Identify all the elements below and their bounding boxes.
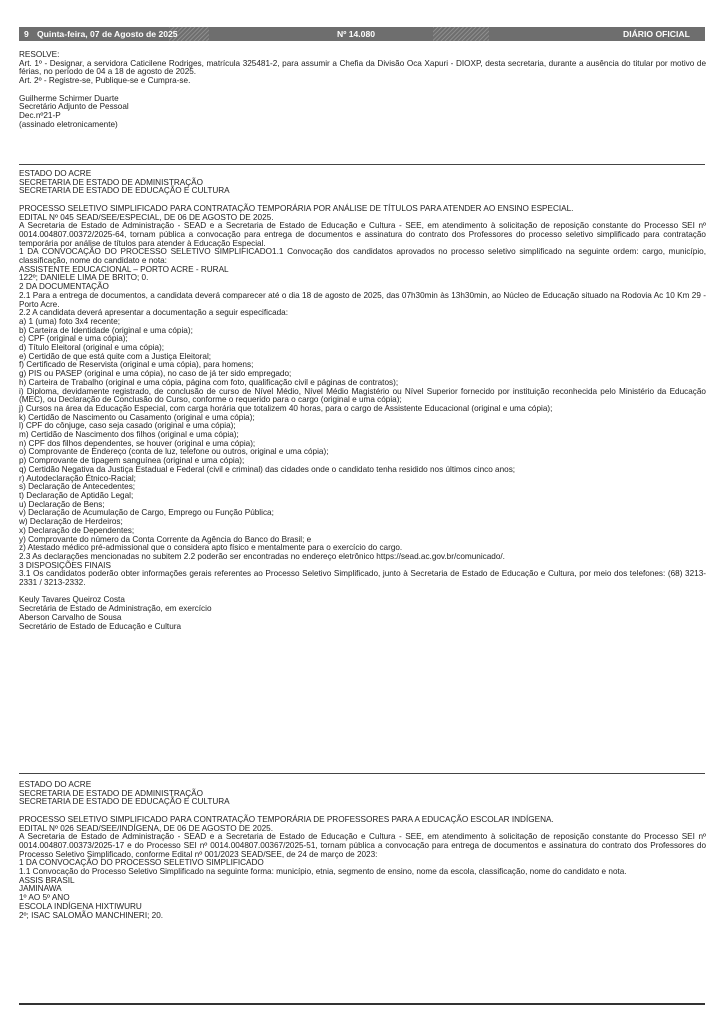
- documentation-heading: 2 DA DOCUMENTAÇÃO: [19, 282, 109, 292]
- edital-045-section: [19, 170, 706, 631]
- position-line: ASSISTENTE EDUCACIONAL – PORTO ACRE - RURAL: [19, 264, 229, 274]
- signer-decree: Dec.nº21-P: [19, 110, 61, 120]
- document-item: y) Comprovante do número da Conta Corrente da Agência do Banco do Brasil; e: [19, 534, 312, 544]
- resolution-section: [19, 51, 706, 129]
- edital-title: PROCESSO SELETIVO SIMPLIFICADO PARA CONTRATAÇÃO TEMPORÁRIA POR ANÁLISE DE TÍTULOS PARA ATENDER AO ENSINO ESPECIAL.: [19, 203, 574, 213]
- signature-note: (assinado eletronicamente): [19, 119, 118, 129]
- document-item: s) Declaração de Antecedentes;: [19, 482, 136, 492]
- convocation-heading: 1 DA CONVOCAÇÃO DO PROCESSO SELETIVO SIMPLIFICADO: [19, 858, 264, 868]
- signer-name: Aberson Carvalho de Sousa: [19, 612, 122, 622]
- article-1: Art. 1º - Designar, a servidora Caticilene Rodriges, matrícula 325481-2, para assumir a Chefia da Divisão Oca Xapuri - DIOXP, desta secretaria, durante a ausência do titular por motivo de férias, no período de 04 a 18 de agosto de 2025.: [19, 58, 706, 77]
- final-provisions-heading: 3 DISPOSIÇÕES FINAIS: [19, 560, 111, 570]
- document-item: x) Declaração de Dependentes;: [19, 525, 135, 535]
- edital-intro: A Secretaria de Estado de Administração - SEAD e a Secretaria de Estado de Educação e Cultura - SEE, em atendimento à solicitação de reposição constante do Processo SEI nº 0014.004807.00372/2025-64, tornam pública a convocação para entrega de documentos e assinatura do contrato dos Professores do processo seletivo simplificado para contratação temporária por análise de títulos para atender à Educação Especial.: [19, 221, 706, 248]
- document-item: i) Diploma, devidamente registrado, de conclusão de curso de Nível Médio, Nível Médio Magistério ou Nível Superior fornecido por instituição reconhecida pelo Ministério da Educação (MEC), ou Declaração de Conclusão do Curso, conforme o requerido para o cargo (original e uma cópia);: [19, 386, 706, 405]
- document-item: e) Certidão de que está quite com a Justiça Eleitoral;: [19, 351, 212, 361]
- document-item: n) CPF dos filhos dependentes, se houver (original e uma cópia);: [19, 438, 256, 448]
- edital-title: PROCESSO SELETIVO SIMPLIFICADO PARA CONTRATAÇÃO TEMPORÁRIA DE PROFESSORES PARA A EDUCAÇÃO ESCOLAR INDÍGENA.: [19, 814, 554, 824]
- publication-title: DIÁRIO OFICIAL: [623, 29, 690, 39]
- document-item: m) Certidão de Nascimento dos filhos (original e uma cópia);: [19, 430, 239, 440]
- page-header: [19, 27, 705, 41]
- clause-1-1: 1.1 Convocação do Processo Seletivo Simplificado na seguinte forma: município, etnia, segmento de ensino, nome da escola, classificação, nome do candidato e nota.: [19, 867, 627, 877]
- section-divider: [19, 164, 705, 165]
- article-2: Art. 2º - Registre-se, Publique-se e Cumpra-se.: [19, 76, 191, 86]
- issue-number: Nº 14.080: [337, 29, 376, 39]
- edital-number: EDITAL Nº 026 SEAD/SEE/INDÍGENA, DE 06 DE AGOSTO DE 2025.: [19, 823, 274, 833]
- state-heading: ESTADO DO ACRE: [19, 169, 92, 178]
- agency-heading: SECRETARIA DE ESTADO DE EDUCAÇÃO E CULTURA: [19, 797, 230, 807]
- agency-heading: SECRETARIA DE ESTADO DE ADMINISTRAÇÃO: [19, 788, 203, 798]
- section-divider: [19, 773, 705, 774]
- document-item: q) Certidão Negativa da Justiça Estadual e Federal (civil e criminal) das cidades onde o candidato tenha residido nos últimos cinco anos;: [19, 464, 516, 474]
- resolve-heading: RESOLVE:: [19, 50, 60, 59]
- signer-title: Secretária de Estado de Administração, em exercício: [19, 604, 212, 614]
- signer-name: Guilherme Schirmer Duarte: [19, 93, 119, 103]
- document-item: r) Autodeclaração Étnico-Racial;: [19, 473, 136, 483]
- document-item: o) Comprovante de Endereço (conta de luz, telefone ou outros, original e uma cópia);: [19, 447, 329, 457]
- signer-title: Secretário de Estado de Educação e Cultura: [19, 621, 182, 631]
- clause-2-1: 2.1 Para a entrega de documentos, a candidata deverá comparecer até o dia 18 de agosto de 2025, das 07h30min às 13h30min, ao Núcleo de Educação situado na Rodovia Ac 10 Km 29 - Porto Acre.: [19, 290, 706, 309]
- document-item: u) Declaração de Bens;: [19, 499, 105, 509]
- agency-heading: SECRETARIA DE ESTADO DE ADMINISTRAÇÃO: [19, 177, 203, 187]
- signer-name: Keuly Tavares Queiroz Costa: [19, 595, 125, 605]
- candidate-line: 2º; ISAC SALOMÃO MANCHINERI; 20.: [19, 910, 164, 920]
- document-item: g) PIS ou PASEP (original e uma cópia), no caso de já ter sido empregado;: [19, 369, 292, 379]
- document-item: b) Carteira de Identidade (original e uma cópia);: [19, 325, 193, 335]
- page-bottom-rule: [19, 1003, 705, 1005]
- edital-026-section: [19, 781, 706, 920]
- document-item: f) Certificado de Reservista (original e uma cópia), para homens;: [19, 360, 254, 370]
- clause-2-2: 2.2 A candidata deverá apresentar a documentação a seguir especificada:: [19, 308, 289, 318]
- school-line: ESCOLA INDÍGENA HIXTIWURU: [19, 901, 142, 911]
- document-item: h) Carteira de Trabalho (original e uma cópia, página com foto, qualificação civil e páginas de contratos);: [19, 377, 399, 387]
- clause-3-1: 3.1 Os candidatos poderão obter informações gerais referentes ao Processo Seletivo Simplificado, junto à Secretaria de Estado de Educação e Cultura, por meio dos telefones: (68) 3213-2331 / 3213-2332.: [19, 569, 706, 588]
- header-stripe-decoration: [433, 27, 489, 41]
- document-item: l) CPF do cônjuge, caso seja casado (original e uma cópia);: [19, 421, 236, 431]
- document-item: c) CPF (original e uma cópia);: [19, 334, 128, 344]
- document-item: t) Declaração de Aptidão Legal;: [19, 491, 134, 500]
- document-item: v) Declaração de Acumulação de Cargo, Emprego ou Função Pública;: [19, 508, 274, 518]
- edital-intro: A Secretaria de Estado de Administração - SEAD e a Secretaria de Estado de Educação e Cultura - SEE, em atendimento à solicitação de reposição constante do Processo SEI nº 0014.004807.00373/2025-17 e do Processo SEI nº 0014.004807.00367/2025-51, tornam pública a convocação para entrega de documentos e assinatura do contrato dos Professores do Processo Seletivo Simplificado, conforme Edital nº 001/2023 SEAD/SEE, de 24 de março de 2023:: [19, 832, 706, 859]
- document-item: d) Título Eleitoral (original e uma cópia);: [19, 343, 165, 353]
- convocation-clause: 1 DA CONVOCAÇÃO DO PROCESSO SELETIVO SIMPLIFICADO1.1 Convocação dos candidatos aprovados no processo seletivo simplificado na seguinte ordem: cargo, município, classificação, nome do candidato e nota:: [19, 247, 706, 266]
- document-item: k) Certidão de Nascimento ou Casamento (original e uma cópia);: [19, 412, 255, 422]
- state-heading: ESTADO DO ACRE: [19, 780, 92, 789]
- page-number: 9: [24, 29, 29, 39]
- segment-line: 1º AO 5º ANO: [19, 893, 70, 903]
- edital-number: EDITAL Nº 045 SEAD/SEE/ESPECIAL, DE 06 DE AGOSTO DE 2025.: [19, 212, 274, 222]
- header-date: Quinta-feira, 07 de Agosto de 2025: [37, 29, 178, 39]
- document-item: a) 1 (uma) foto 3x4 recente;: [19, 316, 121, 326]
- document-item: z) Atestado médico pré-admissional que o considera apto físico e mentalmente para o exercício do cargo.: [19, 543, 403, 553]
- signer-title: Secretário Adjunto de Pessoal: [19, 102, 129, 112]
- clause-2-3: 2.3 As declarações mencionadas no subitem 2.2 poderão ser encontradas no endereço eletrônico https://sead.ac.gov.br/comunicado/.: [19, 551, 505, 561]
- candidate-line: 122º; DANIELE LIMA DE BRITO; 0.: [19, 273, 149, 283]
- document-item: j) Cursos na área da Educação Especial, com carga horária que totalizem 40 horas, para o cargo de Assistente Educacional (original e uma cópia);: [19, 403, 553, 413]
- agency-heading: SECRETARIA DE ESTADO DE EDUCAÇÃO E CULTURA: [19, 186, 230, 196]
- document-item: w) Declaração de Herdeiros;: [19, 517, 123, 527]
- municipality-line: ASSIS BRASIL: [19, 875, 75, 885]
- ethnicity-line: JAMINAWA: [19, 884, 62, 894]
- document-item: p) Comprovante de tipagem sanguínea (original e uma cópia);: [19, 456, 245, 466]
